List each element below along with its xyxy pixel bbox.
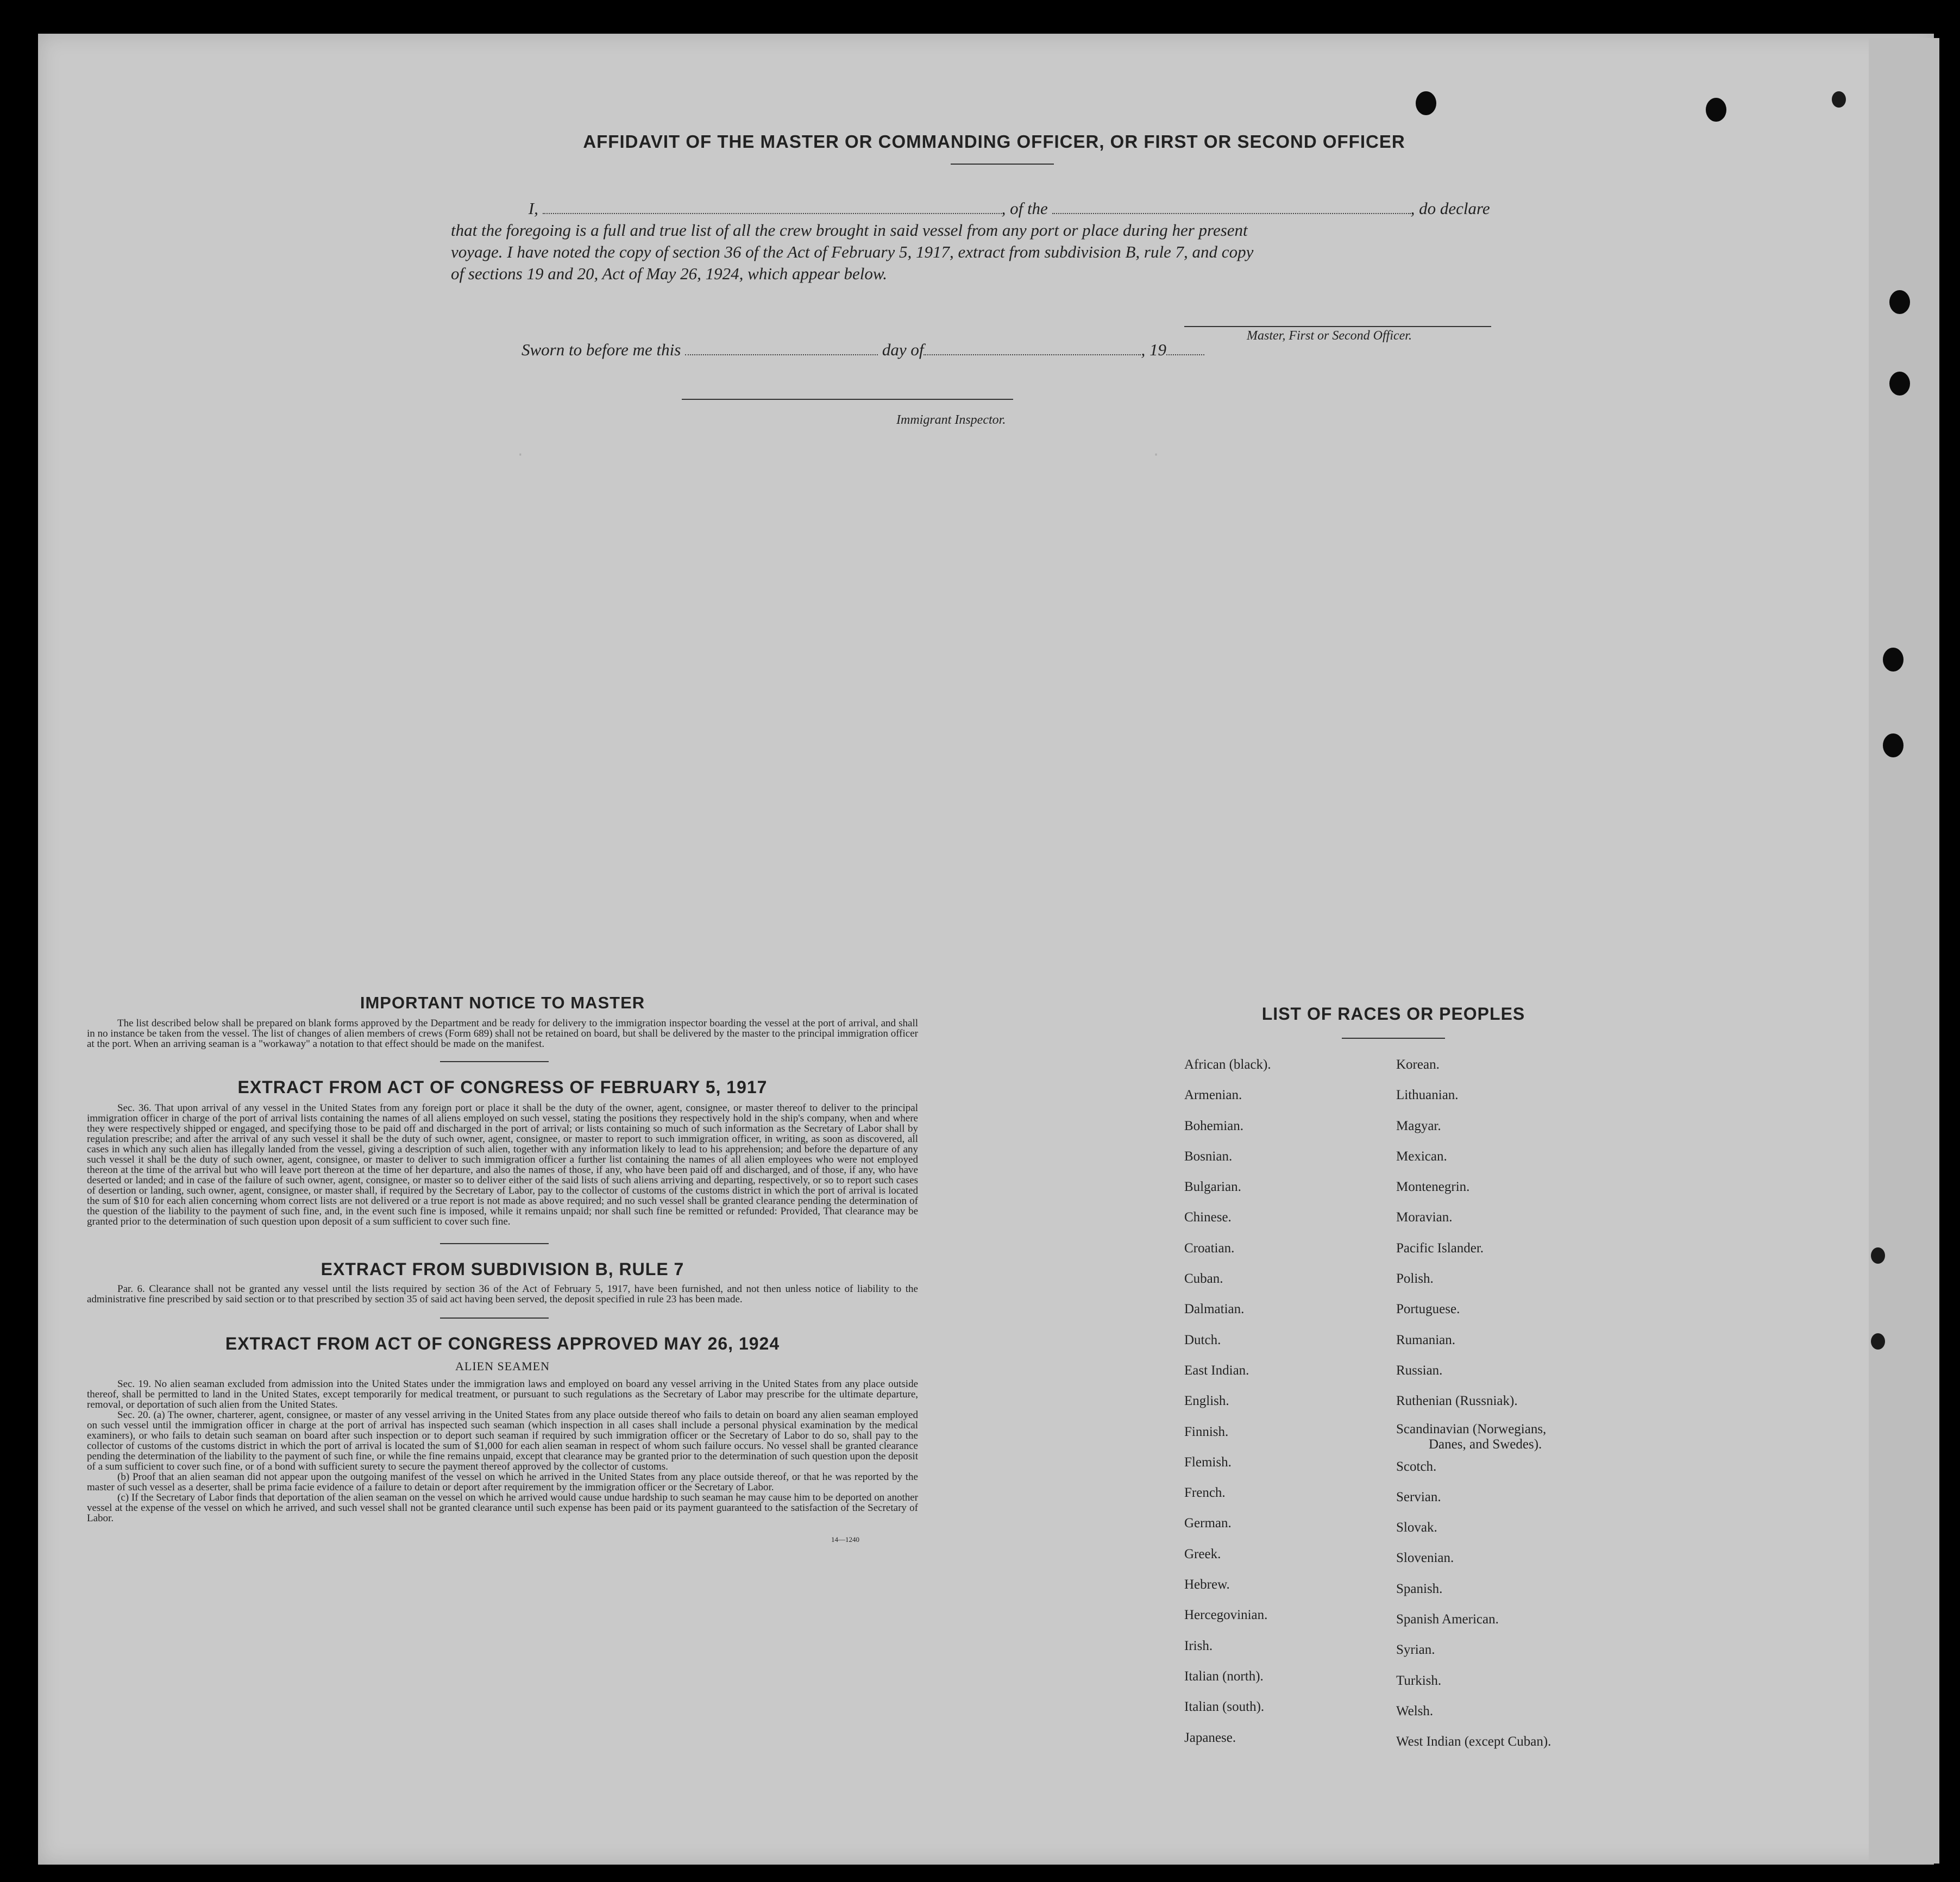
- declaration-line-4: of sections 19 and 20, Act of May 26, 1924, which appear below.: [451, 264, 888, 283]
- race-item: Korean.: [1396, 1057, 1440, 1072]
- extract-1924-sec20a: Sec. 20. (a) The owner, charterer, agent, consignee, or master of any vessel arriving in the United States from any place outside thereof who fails to detain on board any alien seaman employed on such vessel until the immigration officer in charge at the port of arrival has inspected such seaman (which inspection in all cases shall include a personal physical examination by the medical examiners), or who fails to detain such seaman on board after such inspection or to deport such seaman if required by such immigration officer or the Secretary of Labor to do so, shall pay to the collector of customs of the customs district in which the port of arrival is located the sum of $1,000 for each alien seaman in respect of whom such failure occurs. No vessel shall be granted clearance pending the determination of the liability to the payment of such fine, or while the fine remains unpaid, except that clearance may be granted prior to the determination of such question upon the deposit of a sum sufficient to cover such fine, or of a bond with sufficient surety to secure the payment thereof approved by the collector of customs.: [87, 1409, 918, 1472]
- races-column-2: [1396, 1050, 1551, 1758]
- punch-hole: [1889, 372, 1910, 396]
- race-item: French.: [1184, 1485, 1226, 1501]
- race-item: Scandinavian (Norwegians,: [1396, 1421, 1547, 1436]
- race-item: Hercegovinian.: [1184, 1608, 1268, 1623]
- inspector-signature-line[interactable]: [682, 399, 1013, 400]
- race-item: Armenian.: [1184, 1088, 1242, 1103]
- race-item: English.: [1184, 1394, 1229, 1409]
- race-item: Russian.: [1396, 1363, 1443, 1378]
- master-signature-line[interactable]: [1184, 326, 1491, 327]
- sworn-month-field[interactable]: [924, 354, 1141, 355]
- punch-hole: [1883, 733, 1904, 757]
- punch-hole: [1706, 98, 1726, 122]
- race-item: Cuban.: [1184, 1271, 1223, 1287]
- race-item: Italian (north).: [1184, 1668, 1264, 1684]
- race-item: Servian.: [1396, 1489, 1441, 1504]
- bleed-through-marks: · ·: [516, 447, 1160, 463]
- race-item: East Indian.: [1184, 1363, 1249, 1378]
- race-item: German.: [1184, 1516, 1232, 1531]
- sworn-year-field[interactable]: [1166, 354, 1204, 355]
- race-item: African (black).: [1184, 1057, 1271, 1072]
- extract-rule7-text: Par. 6. Clearance shall not be granted any vessel until the lists required by section 36 of the Act of February 5, 1917, have been furnished, and not then unless notice of liability to the administrative fine prescribed by said section or to that prescribed by section 35 of said act having been served, the deposit specified in rule 23 has been made.: [87, 1283, 918, 1305]
- race-item: Lithuanian.: [1396, 1088, 1459, 1103]
- notice-title: IMPORTANT NOTICE TO MASTER: [360, 993, 645, 1012]
- races-title: LIST OF RACES OR PEOPLES: [1261, 1004, 1525, 1024]
- race-item: Bohemian.: [1184, 1118, 1244, 1133]
- extract-1917-title: EXTRACT FROM ACT OF CONGRESS OF FEBRUARY 5, 1917: [237, 1077, 768, 1097]
- officer-name-field[interactable]: [543, 213, 1002, 214]
- race-item: Chinese.: [1184, 1210, 1232, 1225]
- race-item: Moravian.: [1396, 1210, 1453, 1225]
- race-item: Dalmatian.: [1184, 1302, 1245, 1317]
- race-item: Mexican.: [1396, 1149, 1447, 1164]
- race-item: Magyar.: [1396, 1118, 1441, 1133]
- race-item: Greek.: [1184, 1546, 1221, 1561]
- race-item: Polish.: [1396, 1271, 1434, 1287]
- race-item: Scotch.: [1396, 1459, 1437, 1474]
- form-number: 14—1240: [831, 1535, 859, 1544]
- race-item: Irish.: [1184, 1638, 1213, 1653]
- section-divider: [440, 1243, 549, 1244]
- notice-text: The list described below shall be prepared on blank forms approved by the Department and be ready for delivery to the immigration inspector boarding the vessel at the port of arrival, and shall in no instance be taken from the vessel. The list of changes of alien members of crews (Form 689) shall not be retained on board, but shall be delivered by the master to the principal immigration officer at the port. When an arriving seaman is a "workaway" a notation to that effect should be made on the manifest.: [87, 1018, 918, 1050]
- punch-hole: [1889, 290, 1910, 314]
- punch-hole: [1416, 91, 1436, 115]
- race-item: Hebrew.: [1184, 1577, 1230, 1592]
- punch-hole: [1871, 1333, 1885, 1350]
- race-item: Turkish.: [1396, 1673, 1442, 1688]
- extract-1917-text: Sec. 36. That upon arrival of any vessel in the United States from any foreign port or place it shall be the duty of the owner, agent, consignee, or master thereof to deliver to the principal immigration officer in charge of the port of arrival lists containing the names of all aliens employed on such vessel, stating the positions they respectively hold in the ship's company, when and where they were respectively shipped or engaged, and specifying those to be paid off and discharged in the port of arrival; or lists containing so much of such information as the Secretary of Labor shall by regulation prescribe; and after the arrival of any such vessel it shall be the duty of such owner, agent, consignee, or master to report to such immigration officer, in writing, as soon as discovered, all cases in which any such alien has illegally landed from the vessel, giving a description of such alien, together with any information likely to lead to his apprehension; and before the departure of any such vessel it shall be the duty of such owner, agent, consignee, or master to deliver to such immigration officer a further list containing the names of all alien employees who were not employed thereon at the time of the arrival but who will leave port thereon at the time of her departure, and also the names of those, if any, who have been paid off and discharged, and of those, if any, who have deserted or landed; and in case of the failure of such owner, agent, consignee, or master so to deliver either of the said lists of such aliens arriving and departing, respectively, or so to report such cases of desertion or landing, such owner, agent, consignee, or master shall, if required by the Secretary of Labor, pay to the collector of customs of the customs district in which the port of arrival is located the sum of $10 for each alien concerning whom correct lists are not delivered or a true report is not made as above required; and no such vessel shall be granted clearance pending the determination of the question of the liability to the payment of such fine, and, in the event such fine is imposed, while it remains unpaid; nor shall such fine be remitted or refunded: Provided, That clearance may be granted prior to the determination of such question upon deposit of a sum sufficient to cover such fine.: [87, 1102, 918, 1227]
- race-item: Spanish.: [1396, 1581, 1443, 1596]
- affidavit-declaration: [451, 198, 1532, 285]
- declaration-line-3: voyage. I have noted the copy of section 36 of the Act of February 5, 1917, extract from subdivision B, rule 7, and copy: [451, 242, 1254, 261]
- race-item: Rumanian.: [1396, 1332, 1456, 1347]
- extract-1924-sec20b: (b) Proof that an alien seaman did not appear upon the outgoing manifest of the vessel on which he arrived in the United States from any place outside thereof, or that he was reported by the master of such vessel as a deserter, shall be prima facie evidence of a failure to detain or deport after requirement by the immigration officer or the Secretary of Labor.: [87, 1471, 918, 1493]
- extract-rule7-title: EXTRACT FROM SUBDIVISION B, RULE 7: [321, 1259, 684, 1279]
- races-divider: [1342, 1038, 1445, 1039]
- race-item: Dutch.: [1184, 1332, 1221, 1347]
- vessel-name-field[interactable]: [1052, 213, 1411, 214]
- punch-hole: [1832, 91, 1846, 108]
- left-column: [87, 993, 918, 1544]
- title-divider: [951, 164, 1054, 165]
- extract-1924-sec19: Sec. 19. No alien seaman excluded from admission into the United States under the immigration laws and employed on board any vessel arriving in the United States from any place outside thereof, shall be permitted to land in the United States, except temporarily for medical treatment, or pursuant to such regulations as the Secretary of Labor may prescribe for the ultimate departure, removal, or deportation of such alien from the United States.: [87, 1378, 918, 1410]
- race-item: Syrian.: [1396, 1642, 1435, 1658]
- race-item: Ruthenian (Russniak).: [1396, 1394, 1518, 1409]
- section-divider: [440, 1318, 549, 1319]
- race-item: Finnish.: [1184, 1424, 1229, 1439]
- race-item: Bulgarian.: [1184, 1180, 1241, 1195]
- race-item: Portuguese.: [1396, 1302, 1460, 1317]
- race-item: Montenegrin.: [1396, 1180, 1470, 1195]
- race-item: Slovenian.: [1396, 1551, 1454, 1566]
- race-item: Pacific Islander.: [1396, 1240, 1484, 1256]
- race-item: Danes, and Swedes).: [1429, 1436, 1542, 1452]
- race-item: Bosnian.: [1184, 1149, 1233, 1164]
- affidavit-title: AFFIDAVIT OF THE MASTER OR COMMANDING OFFICER, OR FIRST OR SECOND OFFICER: [583, 131, 1405, 152]
- extract-1924-sec20c: (c) If the Secretary of Labor finds that deportation of the alien seaman on the vessel on which he arrived would cause undue hardship to such seaman he may cause him to be deported on another vessel at the expense of the vessel on which he arrived, and such vessel shall not be granted clearance until such expense has been paid or its payment guaranteed to the satisfaction of the Secretary of Labor.: [87, 1492, 918, 1524]
- punch-hole: [1883, 648, 1904, 672]
- punch-hole: [1871, 1247, 1885, 1264]
- sworn-day-field[interactable]: [685, 354, 878, 355]
- master-signature-caption: Master, First or Second Officer.: [1247, 329, 1412, 343]
- race-item: Slovak.: [1396, 1520, 1437, 1535]
- declaration-line-1: I, , of the , do declare: [528, 199, 1490, 218]
- race-item: Flemish.: [1184, 1454, 1232, 1470]
- race-item: Croatian.: [1184, 1240, 1235, 1256]
- extract-1924-subtitle: ALIEN SEAMEN: [455, 1359, 550, 1373]
- race-item: Japanese.: [1184, 1730, 1236, 1745]
- declaration-line-2: that the foregoing is a full and true list of all the crew brought in said vessel from any port or place during her present: [451, 221, 1248, 240]
- section-divider: [440, 1061, 549, 1062]
- sworn-line: Sworn to before me this day of , 19: [522, 339, 1336, 361]
- race-item: Spanish American.: [1396, 1612, 1499, 1627]
- inspector-signature-caption: Immigrant Inspector.: [896, 413, 1006, 427]
- race-item: Welsh.: [1396, 1703, 1434, 1718]
- race-item: West Indian (except Cuban).: [1396, 1734, 1551, 1749]
- extract-1924-title: EXTRACT FROM ACT OF CONGRESS APPROVED MAY 26, 1924: [225, 1334, 780, 1353]
- races-column-1: [1184, 1050, 1271, 1753]
- race-item: Italian (south).: [1184, 1699, 1265, 1715]
